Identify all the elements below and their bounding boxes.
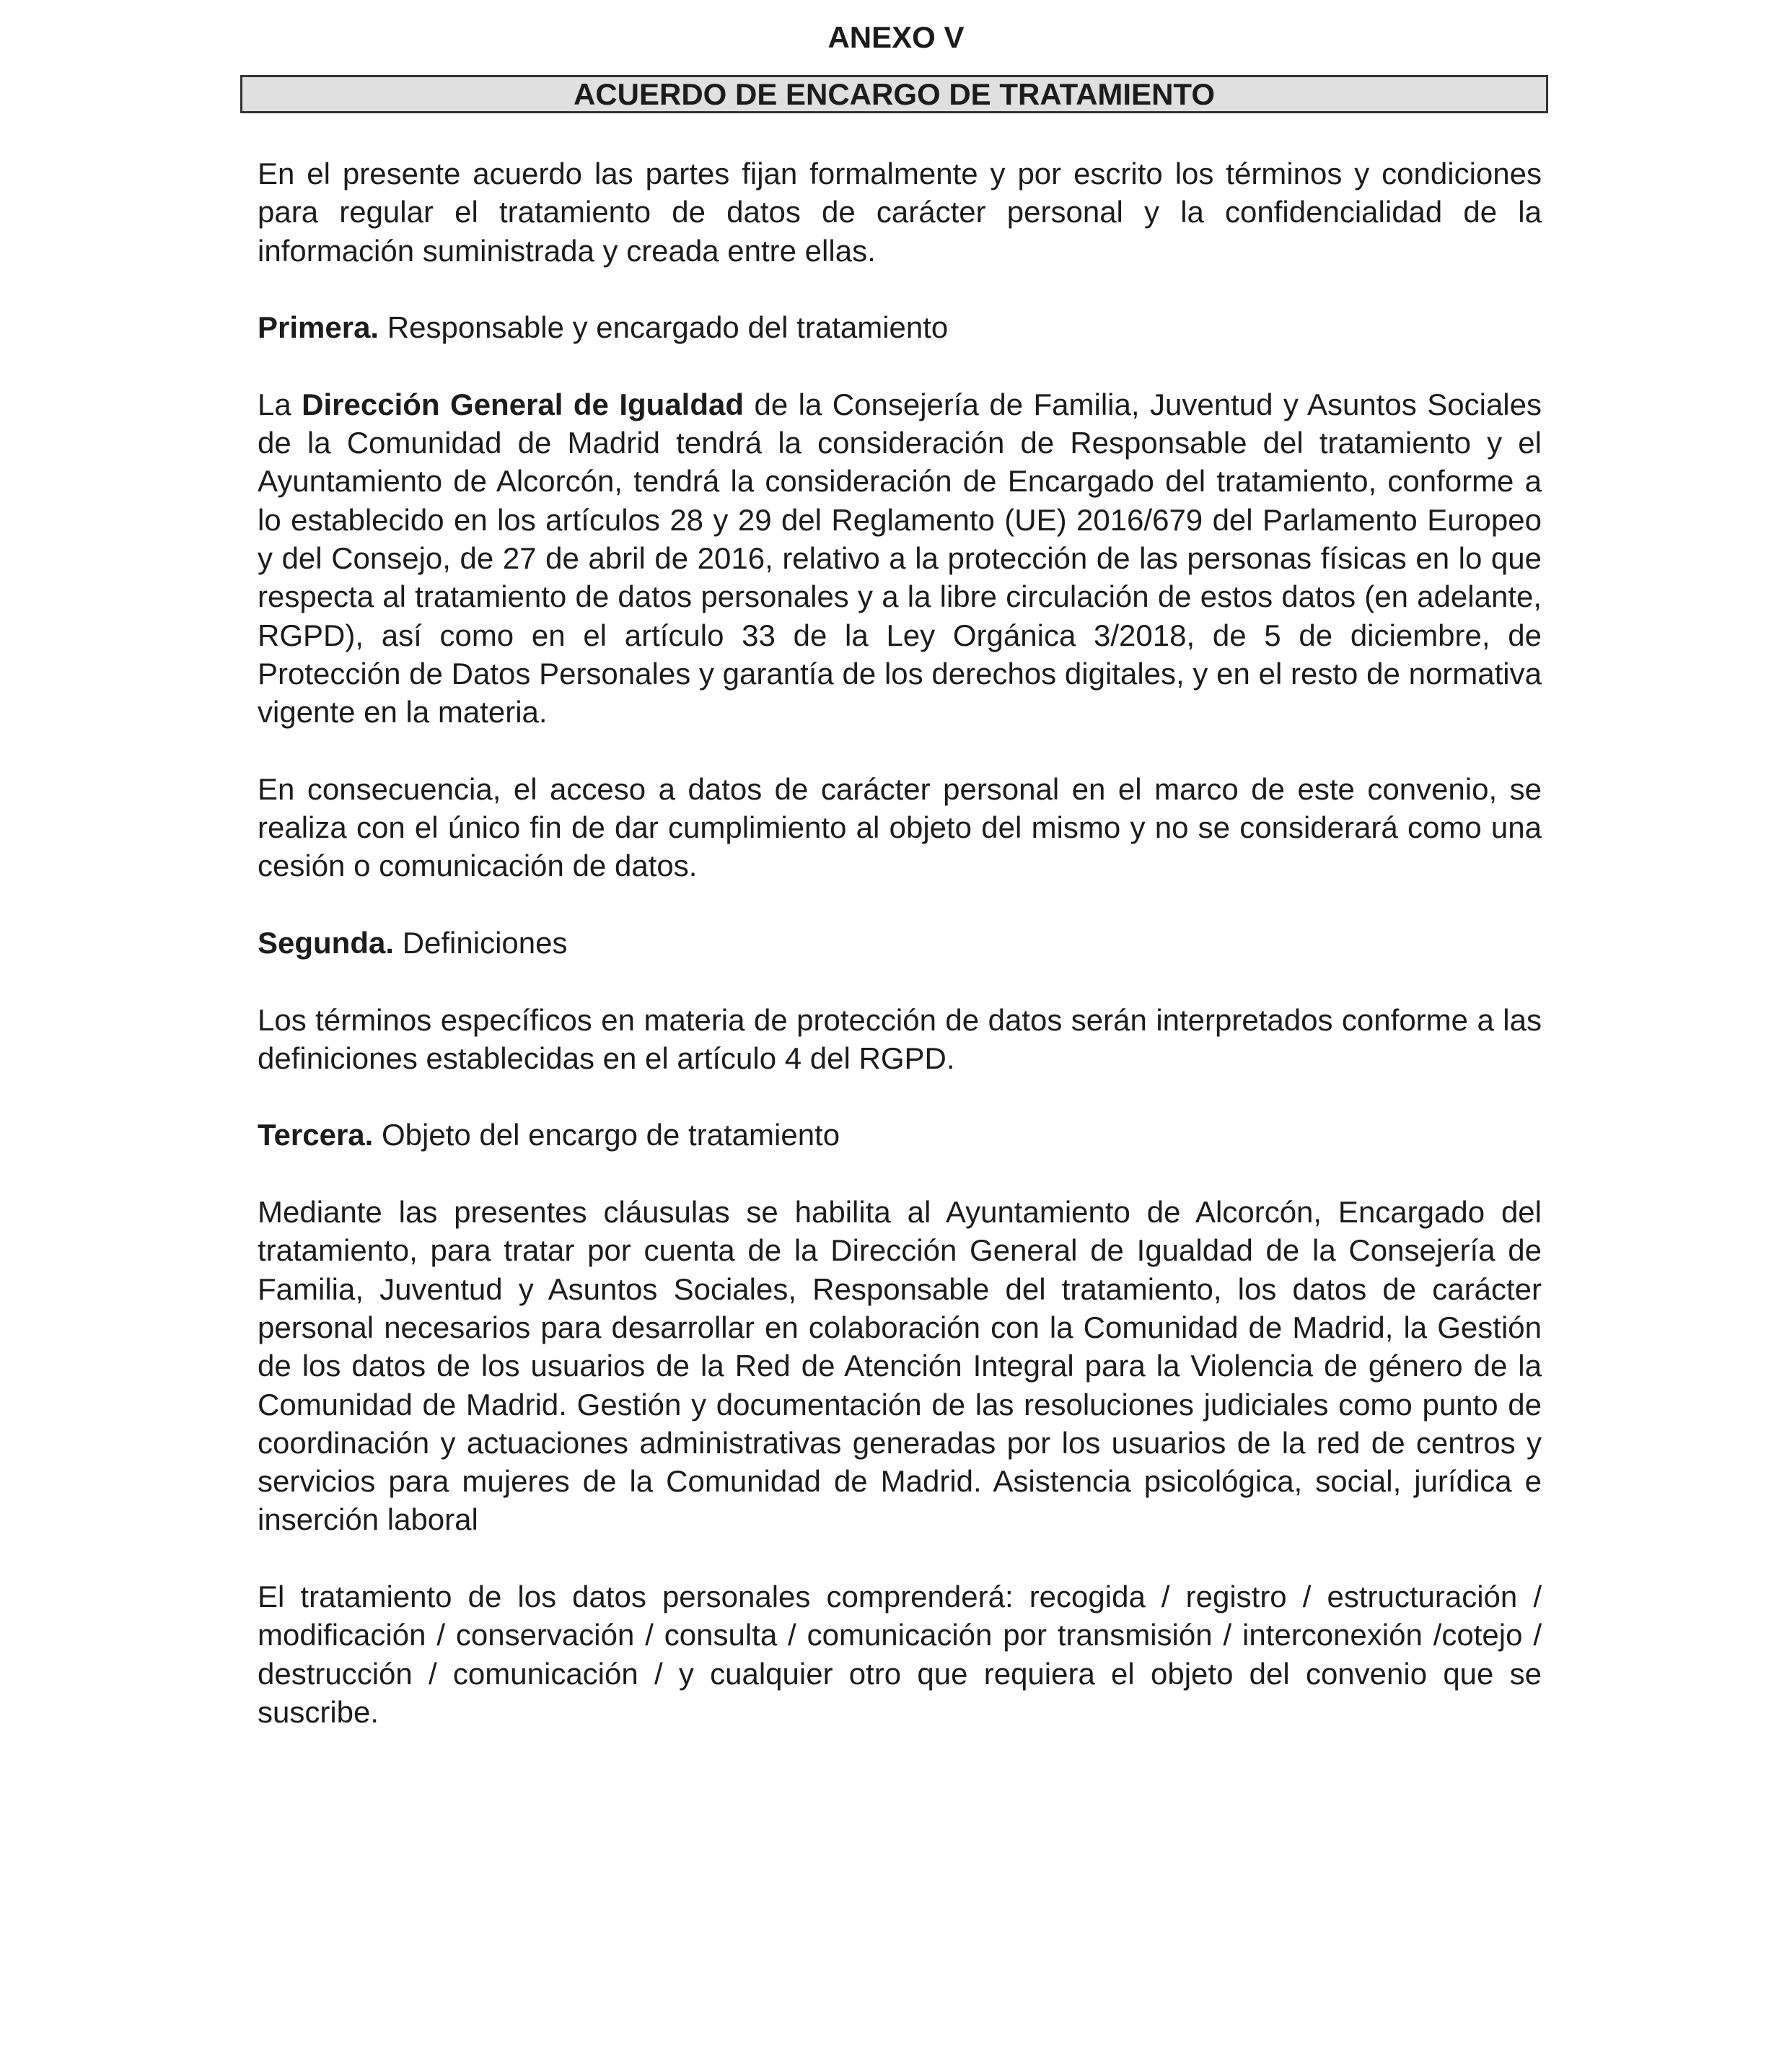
clause-primera-p1-lead: La	[258, 387, 302, 421]
document-body	[258, 154, 1542, 1769]
clause-primera-heading	[258, 308, 1542, 346]
clause-primera-title: Responsable y encargado del tratamiento	[379, 310, 949, 345]
clause-primera-paragraph-1	[258, 385, 1542, 732]
clause-primera-paragraph-2: En consecuencia, el acceso a datos de carácter personal en el marco de este convenio, se realiza con el único fin de dar cumplimiento al objeto del mismo y no se considerará como una cesión o comunicación de datos.	[258, 771, 1542, 883]
clause-primera-p1-strong: Dirección General de Igualdad	[302, 387, 745, 421]
clause-tercera-paragraph-2: El tratamiento de los datos personales comprenderá: recogida / registro / estructuración / modificación / conservación / consulta / comunicación por transmisión / interconexión /cotejo / destrucción / comunicación / y cualquier otro que requiera el objeto del convenio que se suscribe.	[258, 1579, 1542, 1729]
annex-title: ANEXO V	[827, 20, 965, 54]
clause-tercera-title: Objeto del encargo de tratamiento	[373, 1118, 840, 1152]
clause-segunda-label: Segunda.	[258, 925, 395, 960]
clause-segunda-heading	[258, 924, 1542, 962]
clause-tercera-paragraph-1: Mediante las presentes cláusulas se habilita al Ayuntamiento de Alcorcón, Encargado del tratamiento, para tratar por cuenta de la Dirección General de Igualdad de la Consejería de Familia, Juventud y Asuntos Sociales, Responsable del tratamiento, los datos de carácter personal necesarios para desarrollar en colaboración con la Comunidad de Madrid, la Gestión de los datos de los usuarios de la Red de Atención Integral para la Violencia de género de la Comunidad de Madrid. Gestión y documentación de las resoluciones judiciales como punto de coordinación y actuaciones administrativas generadas por los usuarios de la red de centros y servicios para mujeres de la Comunidad de Madrid. Asistencia psicológica, social, jurídica e inserción laboral	[258, 1195, 1542, 1537]
agreement-title-box: ACUERDO DE ENCARGO DE TRATAMIENTO	[240, 75, 1548, 113]
clause-tercera-heading	[258, 1116, 1542, 1154]
clause-primera-label: Primera.	[258, 310, 379, 345]
clause-segunda-title: Definiciones	[394, 925, 568, 960]
clause-primera-p1-rest: de la Consejería de Familia, Juventud y Asuntos Sociales de la Comunidad de Madrid tendrá la consideración de Responsable del tratamiento y el Ayuntamiento de Alcorcón, tendrá la consideración de Encargado del tratamiento, conforme a lo establecido en los artículos 28 y 29 del Reglamento (UE) 2016/679 del Parlamento Europeo y del Consejo, de 27 de abril de 2016, relativo a la protección de las personas físicas en lo que respecta al tratamiento de datos personales y a la libre circulación de estos datos (en adelante, RGPD), así como en el artículo 33 de la Ley Orgánica 3/2018, de 5 de diciembre, de Protección de Datos Personales y garantía de los derechos digitales, y en el resto de normativa vigente en la materia.	[258, 387, 1542, 730]
clause-segunda-paragraph-1: Los términos específicos en materia de protección de datos serán interpretados conforme a las definiciones establecidas en el artículo 4 del RGPD.	[258, 1002, 1542, 1075]
clause-tercera-label: Tercera.	[258, 1118, 374, 1152]
intro-paragraph: En el presente acuerdo las partes fijan formalmente y por escrito los términos y condiciones para regular el tratamiento de datos de carácter personal y la confidencialidad de la información suministrada y creada entre ellas.	[258, 157, 1542, 268]
